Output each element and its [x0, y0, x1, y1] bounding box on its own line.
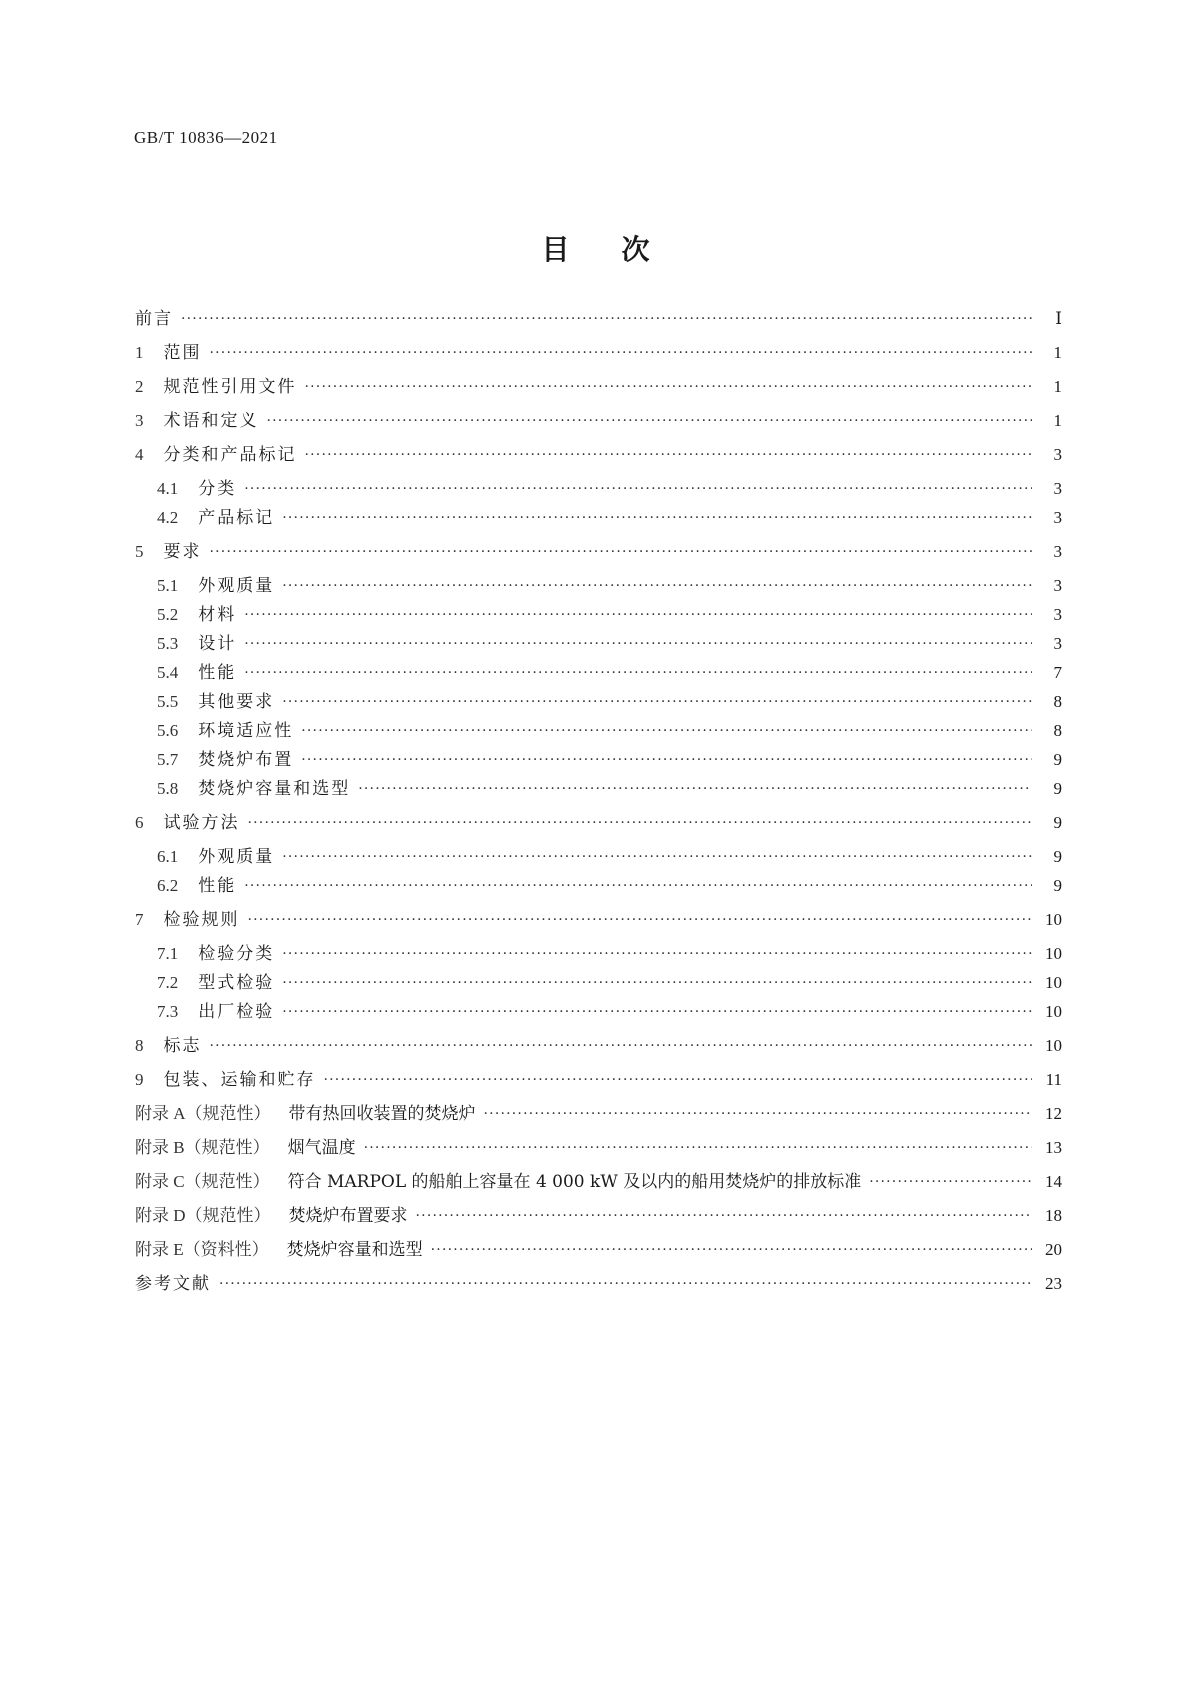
toc-entry-label: 材料 [198, 605, 237, 625]
toc-entry-number: 5.3 [157, 634, 179, 653]
toc-entry-label: 出厂检验 [198, 1002, 275, 1022]
toc-entry[interactable] [157, 844, 1062, 870]
toc-leader-dots [869, 1169, 1032, 1195]
toc-entry-page: 18 [1045, 1206, 1062, 1225]
toc-entry-label: 性能 [198, 876, 237, 896]
toc-entry[interactable] [135, 306, 1062, 332]
toc-entry-number: 7.1 [157, 944, 179, 963]
toc-leader-dots [244, 873, 1032, 899]
toc-entry[interactable] [157, 689, 1062, 715]
toc-entry[interactable] [157, 873, 1062, 899]
toc-entry[interactable] [135, 1169, 1062, 1195]
toc-leader-dots [248, 907, 1033, 933]
toc-leader-dots [305, 374, 1033, 400]
toc-entry[interactable] [135, 907, 1062, 933]
toc-leader-dots [267, 408, 1033, 434]
toc-leader-dots [210, 539, 1033, 565]
standard-code: GB/T 10836—2021 [134, 128, 278, 147]
toc-entry-label: 型式检验 [198, 973, 275, 993]
toc-entry-number: 附录 B（规范性） [135, 1138, 270, 1157]
toc-leader-dots [282, 505, 1032, 531]
toc-entry-label: 分类 [198, 479, 237, 499]
toc-entry[interactable] [157, 999, 1062, 1025]
toc-leader-dots [219, 1271, 1032, 1297]
toc-entry-label: 外观质量 [198, 847, 275, 867]
toc-entry-number: 8 [135, 1036, 144, 1055]
toc-leader-dots [484, 1101, 1032, 1127]
toc-entry[interactable] [135, 442, 1062, 468]
toc-entry-label: 产品标记 [198, 508, 275, 528]
page-title: 目次 [541, 233, 702, 266]
toc-leader-dots [324, 1067, 1033, 1093]
toc-entry[interactable] [157, 631, 1062, 657]
toc-leader-dots [181, 306, 1032, 332]
toc-entry[interactable] [135, 1067, 1062, 1093]
toc-entry-page: 13 [1045, 1138, 1062, 1157]
toc-entry-number: 5.8 [157, 779, 179, 798]
toc-entry[interactable] [135, 340, 1062, 366]
toc-entry-number: 1 [135, 343, 144, 362]
toc-leader-dots [301, 718, 1032, 744]
toc-entry-number: 6.2 [157, 876, 179, 895]
toc-entry-label: 前言 [135, 309, 173, 329]
toc-entry[interactable] [135, 1135, 1062, 1161]
toc-entry-page: 20 [1045, 1240, 1062, 1259]
toc-leader-dots [210, 340, 1033, 366]
toc-entry-label: 焚烧炉布置 [198, 750, 294, 770]
toc-entry-label: 要求 [163, 542, 202, 562]
toc-entry-label: 检验分类 [198, 944, 275, 964]
toc-entry-page: 1 [1053, 343, 1062, 362]
toc-entry[interactable] [135, 1203, 1062, 1229]
toc-entry-label: 参考文献 [135, 1274, 211, 1294]
toc-leader-dots [282, 689, 1032, 715]
toc-entry-label: 焚烧炉布置要求 [288, 1206, 408, 1226]
toc-entry-page: 9 [1053, 847, 1062, 866]
toc-entry-number: 7.3 [157, 1002, 179, 1021]
toc-leader-dots [431, 1237, 1032, 1263]
toc-entry-number: 7.2 [157, 973, 179, 992]
toc-leader-dots [248, 810, 1033, 836]
toc-entry-page: 9 [1053, 876, 1062, 895]
toc-entry[interactable] [157, 602, 1062, 628]
toc-entry-page: 10 [1045, 944, 1062, 963]
toc-entry-number: 附录 D（规范性） [135, 1206, 271, 1225]
toc-entry-page: 10 [1045, 1036, 1062, 1055]
toc-entry-number: 5.2 [157, 605, 179, 624]
toc-entry-label: 性能 [198, 663, 237, 683]
toc-entry[interactable] [157, 776, 1062, 802]
toc-entry[interactable] [157, 718, 1062, 744]
toc-entry-page: 10 [1045, 910, 1062, 929]
toc-entry-label: 外观质量 [198, 576, 275, 596]
toc-leader-dots [364, 1135, 1032, 1161]
toc-entry[interactable] [135, 1271, 1062, 1297]
toc-entry-number: 7 [135, 910, 144, 929]
toc-entry-page: 3 [1053, 634, 1062, 653]
toc-leader-dots [305, 442, 1033, 468]
toc-entry-label: 符合 MARPOL 的船舶上容量在 4 000 kW 及以内的船用焚烧炉的排放标准 [287, 1172, 862, 1192]
toc-entry-page: 8 [1053, 692, 1062, 711]
toc-entry-number: 4.2 [157, 508, 179, 527]
toc-leader-dots [416, 1203, 1032, 1229]
toc-entry-label: 带有热回收装置的焚烧炉 [288, 1104, 476, 1124]
toc-entry-number: 9 [135, 1070, 144, 1089]
toc-leader-dots [282, 573, 1032, 599]
toc-entry-page: 3 [1053, 542, 1062, 561]
toc-entry-label: 烟气温度 [287, 1138, 356, 1158]
toc-entry-number: 3 [135, 411, 144, 430]
toc-entry-page: 14 [1045, 1172, 1062, 1191]
toc-entry-page: Ⅰ [1055, 309, 1062, 328]
toc-entry-label: 包装、运输和贮存 [163, 1070, 316, 1090]
toc-entry-page: 3 [1053, 576, 1062, 595]
toc-entry[interactable] [157, 505, 1062, 531]
toc-entry-page: 12 [1045, 1104, 1062, 1123]
toc-entry[interactable] [135, 1237, 1062, 1263]
toc-entry[interactable] [157, 970, 1062, 996]
toc-leader-dots [244, 476, 1032, 502]
toc-entry-page: 7 [1053, 663, 1062, 682]
toc-entry-label: 焚烧炉容量和选型 [286, 1240, 423, 1260]
toc-entry-page: 3 [1053, 479, 1062, 498]
toc-entry-label: 术语和定义 [163, 411, 259, 431]
toc-leader-dots [244, 631, 1032, 657]
toc-entry-number: 5 [135, 542, 144, 561]
toc-entry-label: 试验方法 [163, 813, 240, 833]
toc-entry-page: 8 [1053, 721, 1062, 740]
toc-entry[interactable] [157, 660, 1062, 686]
toc-entry-number: 5.1 [157, 576, 179, 595]
toc-entry-label: 规范性引用文件 [163, 377, 297, 397]
toc-entry[interactable] [135, 539, 1062, 565]
toc-leader-dots [244, 602, 1032, 628]
toc-entry-number: 4.1 [157, 479, 179, 498]
toc-leader-dots [301, 747, 1032, 773]
toc-entry-page: 23 [1045, 1274, 1062, 1293]
toc-entry-page: 3 [1053, 508, 1062, 527]
toc-entry[interactable] [135, 1033, 1062, 1059]
toc-entry[interactable] [135, 810, 1062, 836]
toc-entry[interactable] [135, 408, 1062, 434]
toc-entry-label: 标志 [163, 1036, 202, 1056]
toc-entry-number: 5.6 [157, 721, 179, 740]
toc-entry-number: 附录 C（规范性） [135, 1172, 270, 1191]
toc-entry-page: 9 [1053, 750, 1062, 769]
toc-entry[interactable] [157, 747, 1062, 773]
toc-entry-label: 焚烧炉容量和选型 [198, 779, 351, 799]
toc-entry-number: 5.4 [157, 663, 179, 682]
toc-entry-page: 3 [1053, 605, 1062, 624]
toc-leader-dots [244, 660, 1032, 686]
toc-leader-dots [210, 1033, 1033, 1059]
toc-entry-label: 设计 [198, 634, 237, 654]
toc-entry-label: 环境适应性 [198, 721, 294, 741]
toc-entry-page: 11 [1045, 1070, 1062, 1089]
toc-entry-number: 5.7 [157, 750, 179, 769]
toc-entry-number: 6 [135, 813, 144, 832]
toc-entry-label: 范围 [163, 343, 202, 363]
toc-entry[interactable] [157, 573, 1062, 599]
toc-entry-page: 1 [1053, 411, 1062, 430]
toc-entry-page: 1 [1053, 377, 1062, 396]
toc-entry-page: 3 [1053, 445, 1062, 464]
toc-entry-number: 6.1 [157, 847, 179, 866]
toc-entry-label: 检验规则 [163, 910, 240, 930]
toc-entry-number: 4 [135, 445, 144, 464]
toc-entry-page: 9 [1053, 779, 1062, 798]
toc-entry[interactable] [157, 476, 1062, 502]
toc-entry-number: 5.5 [157, 692, 179, 711]
toc-entry[interactable] [157, 941, 1062, 967]
toc-entry[interactable] [135, 1101, 1062, 1127]
toc-leader-dots [282, 941, 1032, 967]
toc-leader-dots [358, 776, 1032, 802]
toc-entry-label: 其他要求 [198, 692, 275, 712]
toc-entry-label: 分类和产品标记 [163, 445, 297, 465]
toc-entry-page: 10 [1045, 1002, 1062, 1021]
toc-entry[interactable] [135, 374, 1062, 400]
toc-entry-number: 2 [135, 377, 144, 396]
toc-entry-number: 附录 A（规范性） [135, 1104, 271, 1123]
toc-entry-page: 10 [1045, 973, 1062, 992]
toc-entry-number: 附录 E（资料性） [135, 1240, 269, 1259]
toc-leader-dots [282, 844, 1032, 870]
toc-entry-page: 9 [1053, 813, 1062, 832]
toc-leader-dots [282, 999, 1032, 1025]
toc-leader-dots [282, 970, 1032, 996]
